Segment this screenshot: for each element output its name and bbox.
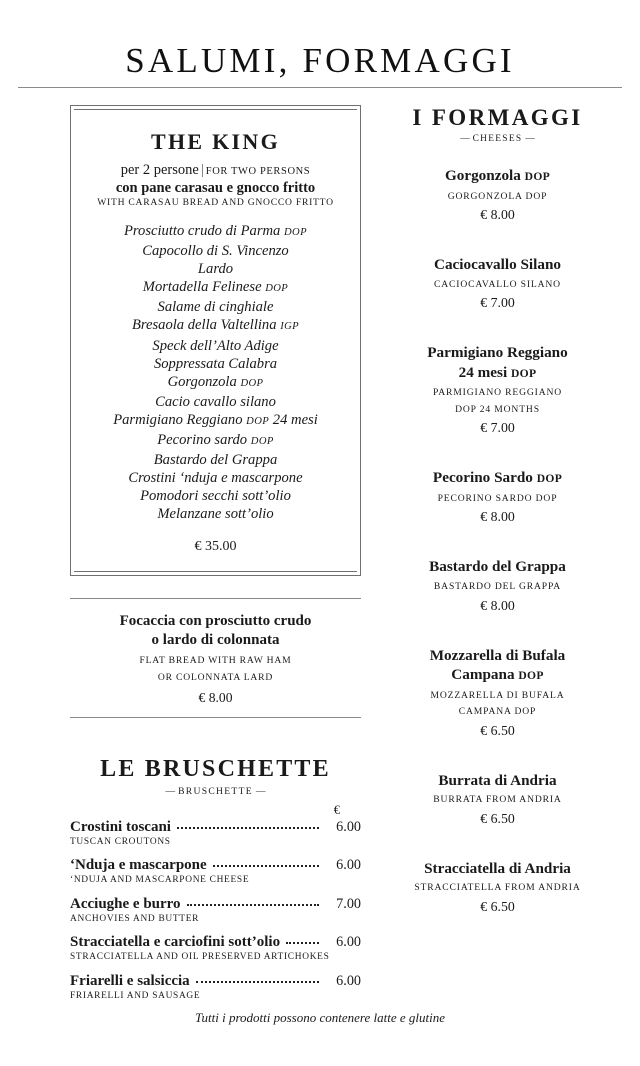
dash-right: — — [255, 785, 266, 797]
cheese-price: € 6.50 — [480, 722, 515, 738]
cheese-translation-line1: BASTARDO DEL GRAPPA — [433, 580, 562, 592]
bruschette-item-line — [70, 819, 361, 836]
cheese-certification-mark: DOP — [510, 366, 537, 380]
the-king-list-item — [85, 298, 346, 316]
cheese-item — [363, 255, 632, 311]
bruschette-list — [70, 819, 361, 1001]
cheese-price: € 7.00 — [480, 295, 515, 311]
the-king-serves-it: per 2 persone — [120, 162, 199, 178]
bruschette-item-translation: ‘NDUJA AND MASCARPONE CHEESE — [70, 875, 250, 885]
cheese-name-text: Pecorino Sardo — [432, 469, 533, 487]
cheese-name-text: Bastardo del Grappa — [429, 558, 566, 576]
bruschette-item-name: Friarelli e salsiccia — [70, 972, 190, 989]
focaccia-name-line2: o lardo di colonnata — [151, 631, 280, 648]
cheese-name-line1 — [363, 859, 632, 879]
the-king-price: € 35.00 — [194, 538, 237, 554]
item-certification-mark: DOP — [250, 436, 274, 448]
right-column — [363, 105, 640, 947]
item-name: Cacio cavallo silano — [155, 393, 276, 410]
bruschette-item-line — [70, 973, 361, 990]
dash-left: — — [165, 785, 176, 797]
cheese-certification-mark: DOP — [536, 472, 563, 486]
the-king-item-list — [85, 222, 346, 524]
item-name: Bresaola della Valtellina — [131, 317, 277, 334]
bruschette-item-translation: TUSCAN CROUTONS — [70, 836, 171, 847]
formaggi-list — [363, 166, 632, 915]
bruschette-item-name: Stracciatella e carciofini sott’olio — [70, 934, 281, 950]
cheese-name-line1 — [363, 255, 632, 275]
focaccia-price: € 8.00 — [198, 689, 233, 705]
dot-leader — [286, 942, 319, 944]
bruschette-item-name: Acciughe e burro — [70, 895, 181, 912]
dot-leader — [196, 981, 319, 983]
cheese-translation-line1: STRACCIATELLA FROM ANDRIA — [414, 882, 581, 894]
bruschette-item-price: 6.00 — [336, 972, 361, 989]
bruschette-item — [70, 973, 361, 1001]
cheese-translation-line1: BURRATA FROM ANDRIA — [433, 794, 562, 806]
bruschette-item-price: 7.00 — [336, 895, 361, 912]
cheese-item — [363, 646, 632, 739]
bruschette-title: LE BRUSCHETTE — [100, 755, 331, 782]
item-name: Crostini ‘nduja e mascarpone — [128, 470, 303, 487]
the-king-serves-en: FOR TWO PERSONS — [205, 166, 311, 177]
item-name: Pomodori secchi sott’olio — [140, 488, 291, 505]
bruschette-item-name: Crostini toscani — [70, 818, 171, 835]
cheese-translation-line1: CACIOCAVALLO SILANO — [434, 278, 561, 290]
item-name: Capocollo di S. Vincenzo — [142, 243, 289, 260]
dash-right: — — [525, 134, 535, 144]
item-name: Mortadella Felinese — [142, 279, 262, 296]
bruschette-item-translation: STRACCIATELLA AND OIL PRESERVED ARTICHOKES — [70, 952, 330, 962]
bruschette-subtitle-text: BRUSCHETTE — [178, 785, 253, 797]
focaccia-item — [70, 598, 361, 718]
cheese-item — [363, 468, 632, 525]
item-certification-mark: DOP — [284, 227, 307, 238]
the-king-list-item — [85, 505, 346, 523]
item-name: Gorgonzola — [167, 373, 237, 390]
allergen-note: Tutti i prodotti possono contenere latte e glutine — [195, 1010, 445, 1025]
bruschette-item-translation: ANCHOVIES AND BUTTER — [70, 913, 200, 924]
the-king-title: THE KING — [150, 129, 281, 154]
item-name: Prosciutto crudo di Parma — [124, 223, 281, 239]
focaccia-eng-line2: OR COLONNATA LARD — [157, 672, 274, 683]
item-certification-mark: DOP — [246, 415, 270, 427]
the-king-list-item — [85, 222, 346, 242]
bruschette-item-price: 6.00 — [336, 934, 361, 950]
the-king-list-item — [85, 431, 346, 451]
item-aging-suffix: 24 mesi — [272, 411, 318, 428]
the-king-list-item — [85, 393, 346, 411]
item-certification-mark: IGP — [280, 321, 300, 333]
cheese-name-line1 — [363, 468, 632, 489]
focaccia-name-line1: Focaccia con prosciutto crudo — [119, 612, 312, 629]
formaggi-subtitle — [363, 134, 632, 144]
cheese-name-text: 24 mesi — [458, 363, 508, 381]
cheese-price: € 6.50 — [480, 898, 515, 914]
cheese-name-line1 — [363, 646, 632, 666]
page-title: SALUMI, FORMAGGI — [125, 41, 515, 80]
currency-column-header: € — [333, 802, 340, 817]
cheese-name-text: Burrata di Andria — [438, 771, 557, 789]
item-name: Pecorino sardo — [157, 432, 248, 449]
item-name: Parmigiano Reggiano — [113, 411, 243, 428]
formaggi-subtitle-text: CHEESES — [472, 134, 523, 144]
cheese-item — [363, 557, 632, 613]
item-name: Melanzane sott’olio — [157, 506, 274, 523]
the-king-list-item — [85, 487, 346, 505]
cheese-price: € 8.00 — [480, 597, 515, 613]
bruschette-item — [70, 934, 361, 962]
left-column — [0, 105, 363, 1011]
bruschette-item-name: ‘Nduja e mascarpone — [70, 857, 207, 873]
the-king-with-en: WITH CARASAU BREAD AND GNOCCO FRITTO — [97, 197, 334, 208]
cheese-translation-line1: MOZZARELLA DI BUFALA — [430, 689, 565, 701]
cheese-name-text: Caciocavallo Silano — [434, 256, 561, 274]
cheese-item — [363, 166, 632, 223]
item-name: Lardo — [197, 261, 234, 278]
dot-leader — [213, 865, 319, 867]
focaccia-eng-line1: FLAT BREAD WITH RAW HAM — [139, 654, 292, 666]
the-king-list-item — [85, 260, 346, 278]
bruschette-item-line — [70, 857, 361, 874]
bruschette-item-line — [70, 896, 361, 913]
formaggi-title: I FORMAGGI — [412, 105, 583, 130]
cheese-translation-line1: PARMIGIANO REGGIANO — [432, 387, 563, 399]
cheese-translation-line1: PECORINO SARDO DOP — [437, 492, 558, 504]
item-certification-mark: DOP — [240, 377, 264, 389]
bruschette-item — [70, 857, 361, 885]
cheese-name-line1 — [363, 557, 632, 577]
the-king-list-item — [85, 373, 346, 393]
menu-columns — [0, 88, 640, 1011]
bruschette-item-price: 6.00 — [336, 857, 361, 873]
cheese-item — [363, 859, 632, 915]
item-name: Speck dell’Alto Adige — [152, 337, 279, 354]
serves-divider: | — [200, 162, 204, 178]
cheese-name-text: Parmigiano Reggiano — [427, 344, 568, 362]
cheese-name-text: Gorgonzola — [444, 167, 521, 184]
the-king-list-item — [85, 451, 346, 469]
bruschette-item-translation: FRIARELLI AND SAUSAGE — [70, 990, 201, 1001]
the-king-list-item — [85, 278, 346, 298]
cheese-translation-line1: GORGONZOLA DOP — [447, 190, 548, 202]
item-certification-mark: DOP — [265, 283, 289, 295]
cheese-certification-mark: DOP — [524, 170, 551, 183]
cheese-name-line2 — [363, 363, 632, 384]
the-king-list-item — [85, 316, 346, 336]
cheese-name-text: Campana — [451, 666, 515, 684]
cheese-name-text: Stracciatella di Andria — [424, 859, 571, 877]
cheese-item — [363, 771, 632, 827]
bruschette-item — [70, 819, 361, 847]
cheese-certification-mark: DOP — [518, 669, 544, 683]
cheese-name-line1 — [363, 771, 632, 791]
cheese-price: € 8.00 — [480, 509, 515, 525]
cheese-item — [363, 343, 632, 436]
the-king-list-item — [85, 469, 346, 487]
cheese-name-text: Mozzarella di Bufala — [429, 646, 566, 664]
the-king-with-it: con pane carasau e gnocco fritto — [115, 180, 316, 196]
cheese-price: € 8.00 — [480, 207, 515, 223]
bruschette-subtitle — [70, 786, 361, 797]
the-king-list-item — [85, 411, 346, 431]
the-king-list-item — [85, 355, 346, 373]
bruschette-heading — [70, 756, 361, 797]
cheese-translation-line2: DOP 24 MONTHS — [455, 403, 540, 415]
cheese-price: € 7.00 — [480, 420, 515, 436]
dot-leader — [177, 827, 319, 829]
dot-leader — [187, 904, 319, 906]
the-king-serves — [85, 162, 346, 179]
item-name: Salame di cinghiale — [157, 299, 274, 316]
cheese-name-line2 — [363, 665, 632, 686]
the-king-list-item — [85, 242, 346, 260]
item-name: Soppressata Calabra — [153, 355, 278, 372]
dash-left: — — [460, 134, 470, 144]
cheese-name-line1 — [363, 166, 632, 187]
the-king-list-item — [85, 337, 346, 355]
cheese-name-line1 — [363, 343, 632, 363]
cheese-price: € 6.50 — [480, 810, 515, 826]
item-name: Bastardo del Grappa — [153, 452, 278, 469]
the-king-panel — [70, 105, 361, 576]
bruschette-item-price: 6.00 — [336, 818, 361, 835]
cheese-translation-line2: CAMPANA DOP — [458, 706, 537, 718]
bruschette-item — [70, 896, 361, 924]
bruschette-item-line — [70, 934, 361, 951]
